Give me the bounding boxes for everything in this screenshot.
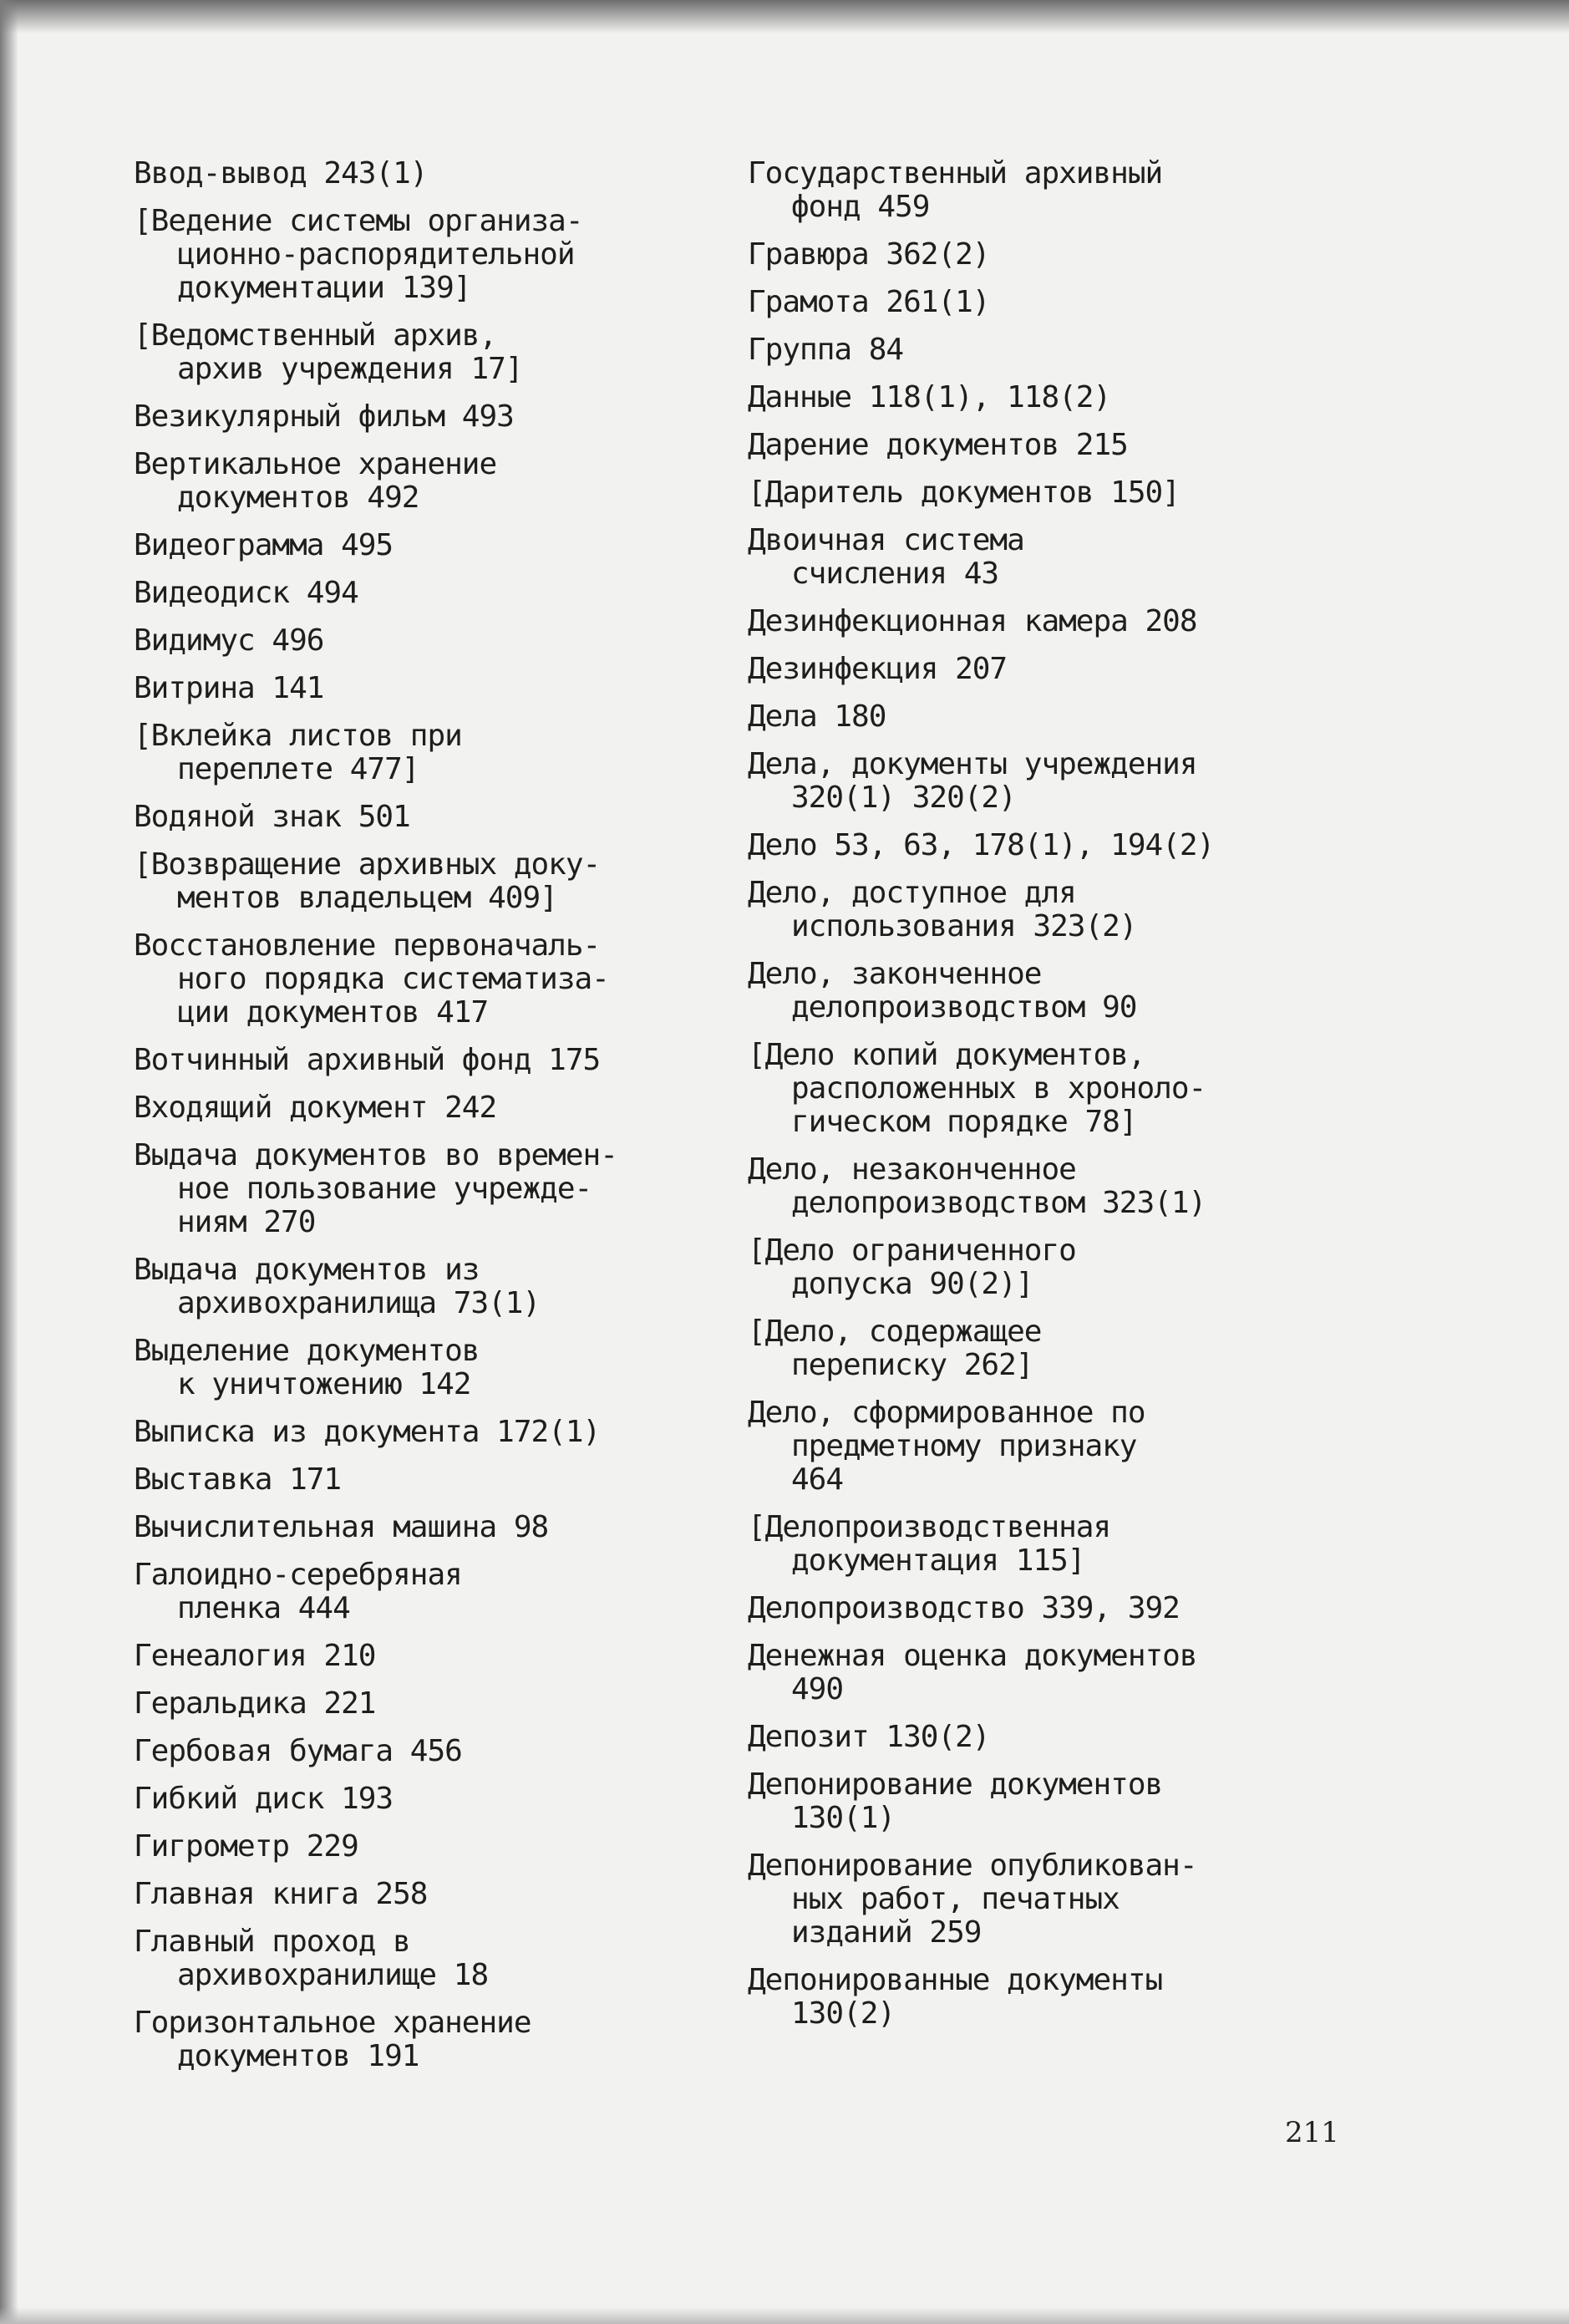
index-entry-line: Входящий документ 242 [134,1091,497,1125]
scan-bottom-shadow [0,2307,1569,2324]
index-entry-line: Дело 53, 63, 178(1), 194(2) [748,828,1215,862]
index-entry-line: Видимус 496 [134,623,324,658]
index-entry-line: Вертикальное хранение [134,447,497,481]
index-entry-line: [Ведомственный архив, [134,318,497,353]
index-entry-line: 490 [791,1672,844,1706]
index-entry-line: Ввод-вывод 243(1) [134,156,428,191]
index-entry [134,801,760,834]
index-entry [134,1335,760,1401]
index-entry-line: Дарение документов 215 [748,428,1128,462]
index-entry-line: переплете 477] [177,752,419,786]
index-entry [748,524,1433,591]
index-entry-line: переписку 262] [791,1348,1033,1382]
index-entry [748,381,1433,414]
index-entry [134,1735,760,1768]
index-entry-line: Дело, незаконченное [748,1152,1076,1187]
index-entry [748,238,1433,272]
index-entry-line: [Дело, содержащее [748,1315,1042,1349]
index-column-left [134,157,760,2088]
index-entry-line: Выписка из документа 172(1) [134,1415,601,1449]
index-entry [748,1640,1433,1706]
index-entry-line: Данные 118(1), 118(2) [748,380,1111,414]
index-entry-line: Дело, доступное для [748,876,1076,910]
index-entry [134,205,760,305]
index-entry-line: Гигрометр 229 [134,1829,358,1864]
index-entry [134,624,760,658]
index-entry-line: Главная книга 258 [134,1877,428,1911]
index-entry [748,1721,1433,1754]
index-entry [748,1396,1433,1497]
index-entry-line: изданий 259 [791,1915,982,1950]
index-entry [134,1782,760,1816]
index-entry [748,1039,1433,1139]
index-entry-line: Гравюра 362(2) [748,237,990,272]
index-entry-line: документации 139] [177,271,471,305]
index-entry-line: Дезинфекция 207 [748,652,1008,686]
index-entry-line: Вотчинный архивный фонд 175 [134,1043,601,1077]
index-entry [748,1849,1433,1950]
index-entry [134,577,760,610]
index-entry-line: Горизонтальное хранение [134,2006,531,2040]
index-entry [748,700,1433,734]
index-entry-line: [Возвращение архивных доку- [134,847,601,882]
index-entry-line: Депонированные документы [748,1963,1163,1997]
page-number: 211 [1285,2116,1339,2149]
index-entry [134,1925,760,1992]
index-entry [748,829,1433,862]
index-column-right [748,157,1433,2045]
index-entry-line: 320(1) 320(2) [791,781,1016,815]
index-entry [134,1640,760,1673]
index-entry [134,1687,760,1721]
index-entry-line: Выделение документов [134,1334,480,1368]
index-entry-line: [Дело ограниченного [748,1233,1076,1268]
index-entry [134,1044,760,1077]
index-entry-line: Витрина 141 [134,671,324,705]
index-entry-line: Денежная оценка документов [748,1639,1197,1673]
index-entry-line: Депозит 130(2) [748,1720,990,1754]
index-entry [134,448,760,515]
index-entry-line: ниям 270 [177,1205,316,1239]
scan-top-shadow [0,0,1569,33]
index-entry-line: Депонирование документов [748,1767,1163,1802]
index-entry-line: [Даритель документов 150] [748,475,1180,510]
index-entry [748,429,1433,462]
index-entry-line: использования 323(2) [791,909,1137,943]
index-entry-line: [Ведение системы организа- [134,204,583,238]
index-entry [134,1511,760,1544]
index-entry [134,2006,760,2073]
index-entry-line: ное пользование учрежде- [177,1172,592,1206]
index-entry [748,1153,1433,1220]
scan-left-shadow [0,0,18,2324]
index-entry [748,877,1433,943]
index-entry-line: Дела 180 [748,699,886,734]
index-entry [748,1511,1433,1578]
index-entry-line: Главный проход в [134,1925,410,1959]
index-entry [134,1091,760,1125]
index-entry-line: Делопроизводство 339, 392 [748,1591,1180,1625]
index-entry [748,748,1433,815]
index-entry-line: Дела, документы учреждения [748,747,1197,781]
index-entry-line: 130(2) [791,1996,896,2031]
index-entry [134,1416,760,1449]
index-entry [134,1463,760,1497]
index-entry-line: [Дело копий документов, [748,1038,1145,1072]
index-entry-line: ции документов 417 [177,995,489,1030]
index-entry-line: расположенных в хроноло- [791,1071,1206,1106]
index-entry-line: ного порядка систематиза- [177,962,609,996]
index-entry-line: счисления 43 [791,557,999,591]
index-entry [748,653,1433,686]
index-entry-line: архив учреждения 17] [177,352,523,386]
index-entry-line: ментов владельцем 409] [177,881,557,915]
index-entry-line: Вычислительная машина 98 [134,1510,549,1544]
index-entry [134,848,760,915]
index-entry-line: к уничтожению 142 [177,1367,471,1401]
index-entry-line: 130(1) [791,1801,896,1835]
index-entry-line: фонд 459 [791,190,930,224]
index-entry [748,1592,1433,1625]
index-entry-line: [Вклейка листов при [134,719,462,753]
index-entry-line: предметному признаку [791,1429,1137,1463]
index-entry-line: [Делопроизводственная [748,1510,1111,1544]
index-entry [134,672,760,705]
index-entry-line: Везикулярный фильм 493 [134,399,514,434]
index-entry [748,1964,1433,2031]
index-entry-line: Гибкий диск 193 [134,1782,394,1816]
index-entry [134,529,760,562]
index-entry [748,476,1433,510]
index-entry-line: делопроизводством 90 [791,990,1137,1025]
index-entry-line: Выставка 171 [134,1462,342,1497]
index-entry [748,1234,1433,1301]
index-entry-line: Грамота 261(1) [748,285,990,319]
index-entry-line: Генеалогия 210 [134,1639,376,1673]
index-entry-line: документация 115] [791,1543,1085,1578]
index-entry [134,1139,760,1239]
index-entry-line: Выдача документов из [134,1253,480,1287]
index-entry-line: Видеограмма 495 [134,528,394,562]
index-entry-line: Гербовая бумага 456 [134,1734,462,1768]
index-entry-line: архивохранилище 18 [177,1958,489,1992]
index-entry-line: документов 492 [177,481,419,515]
index-entry [748,157,1433,224]
index-entry [134,319,760,386]
index-entry [748,958,1433,1025]
index-entry-line: Группа 84 [748,333,904,367]
index-entry-line: Дезинфекционная камера 208 [748,604,1197,638]
index-entry-line: Выдача документов во времен- [134,1138,617,1172]
index-entry-line: Дело, законченное [748,957,1042,991]
index-entry [134,1878,760,1911]
index-entry-line: Галоидно-серебряная [134,1558,462,1592]
index-entry-line: Восстановление первоначаль- [134,928,601,963]
index-entry-line: Дело, сформированное по [748,1396,1145,1430]
index-entry-line: Видеодиск 494 [134,576,358,610]
index-entry-line: ных работ, печатных [791,1882,1120,1916]
index-entry [748,1315,1433,1382]
index-entry-line: допуска 90(2)] [791,1267,1033,1301]
index-entry-line: Водяной знак 501 [134,800,410,834]
index-entry [748,286,1433,319]
index-entry [748,333,1433,367]
index-entry-line: Геральдика 221 [134,1686,376,1721]
index-entry-line: Депонирование опубликован- [748,1849,1197,1883]
index-entry-line: Двоичная система [748,523,1024,557]
index-entry-line: пленка 444 [177,1591,350,1625]
index-entry [134,1254,760,1320]
index-entry [134,929,760,1030]
index-entry [748,605,1433,638]
index-entry [134,157,760,191]
index-entry-line: гическом порядке 78] [791,1105,1137,1139]
index-entry [134,1559,760,1625]
index-entry [134,720,760,786]
index-entry-line: архивохранилища 73(1) [177,1286,541,1320]
index-entry [134,400,760,434]
index-entry [748,1768,1433,1835]
index-entry-line: ционно-распорядительной [177,237,575,272]
index-entry-line: Государственный архивный [748,156,1163,191]
index-entry-line: делопроизводством 323(1) [791,1186,1206,1220]
index-entry-line: 464 [791,1462,844,1497]
index-entry [134,1830,760,1864]
index-entry-line: документов 191 [177,2039,419,2073]
